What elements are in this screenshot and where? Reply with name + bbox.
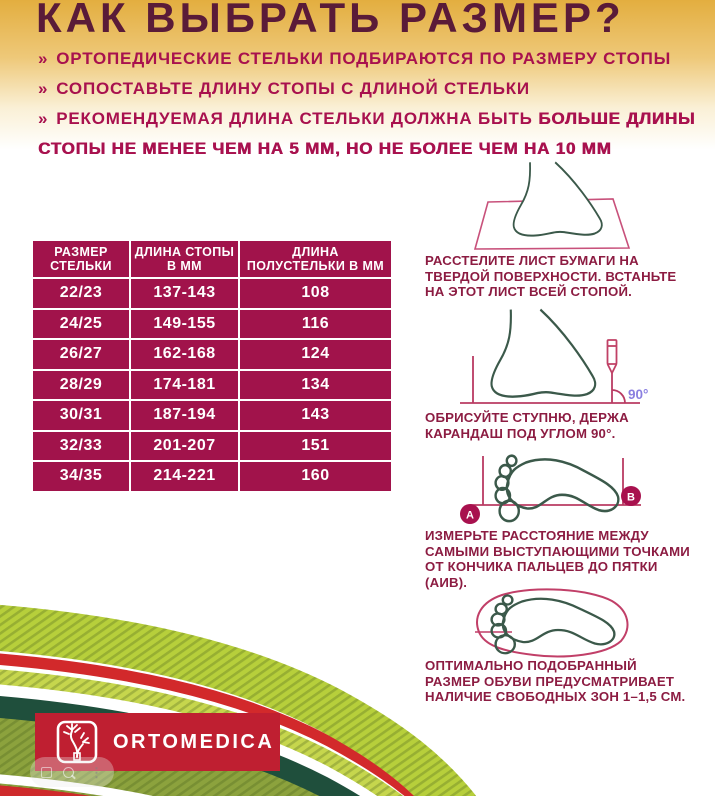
table-cell: 34/35 xyxy=(33,461,130,491)
table-row xyxy=(33,309,391,340)
table-cell: 28/29 xyxy=(33,370,130,401)
copy-icon[interactable] xyxy=(41,767,52,778)
foot-tracing-pencil-icon xyxy=(432,300,667,406)
table-cell: 30/31 xyxy=(33,400,130,431)
bullet-line xyxy=(38,104,698,134)
table-cell: 26/27 xyxy=(33,339,130,370)
step-text: ОПТИМАЛЬНО ПОДОБРАННЫЙ РАЗМЕР ОБУВИ ПРЕДУСМАТРИВАЕТ НАЛИЧИЕ СВОБОДНЫХ ЗОН 1–1,5 СМ. xyxy=(425,658,686,705)
table-cell: 108 xyxy=(239,278,391,309)
step-text: ИЗМЕРЬТЕ РАССТОЯНИЕ МЕЖДУ САМЫМИ ВЫСТУПАЮЩИМИ ТОЧКАМИ ОТ КОНЧИКА ПАЛЬЦЕВ ДО ПЯТКИ (АИВ). xyxy=(425,528,690,590)
table-cell: 24/25 xyxy=(33,309,130,340)
step-text: РАССТЕЛИТЕ ЛИСТ БУМАГИ НА ТВЕРДОЙ ПОВЕРХНОСТИ. ВСТАНЬТЕ НА ЭТОТ ЛИСТ ВСЕЙ СТОПОЙ. xyxy=(425,253,677,300)
table-cell: 151 xyxy=(239,431,391,462)
size-col-header: ДЛИНА СТОПЫ В ММ xyxy=(130,241,239,278)
table-cell: 137-143 xyxy=(130,278,239,309)
table-cell: 22/23 xyxy=(33,278,130,309)
table-cell: 116 xyxy=(239,309,391,340)
size-table xyxy=(33,241,391,491)
pencil-icon xyxy=(608,340,617,373)
bullet-text: СОПОСТАВЬТЕ ДЛИНУ СТОПЫ С ДЛИНОЙ СТЕЛЬКИ xyxy=(56,79,530,98)
table-row xyxy=(33,278,391,309)
table-cell: 143 xyxy=(239,400,391,431)
bullet-text: ОРТОПЕДИЧЕСКИЕ СТЕЛЬКИ ПОДБИРАЮТСЯ ПО РАЗМЕРУ СТОПЫ xyxy=(56,49,672,68)
kebab-menu-icon[interactable]: ⋮ xyxy=(90,764,103,780)
footprint-measure-ab-icon xyxy=(445,450,645,530)
table-row xyxy=(33,370,391,401)
table-cell: 149-155 xyxy=(130,309,239,340)
table-cell: 187-194 xyxy=(130,400,239,431)
bullet-text: РЕКОМЕНДУЕМАЯ ДЛИНА СТЕЛЬКИ ДОЛЖНА БЫТЬ xyxy=(56,109,539,128)
step-text: ОБРИСУЙТЕ СТУПНЮ, ДЕРЖА КАРАНДАШ ПОД УГЛОМ 90°. xyxy=(425,410,629,441)
bullet-marker: » xyxy=(38,49,49,68)
point-a-marker xyxy=(460,504,480,524)
table-cell: 162-168 xyxy=(130,339,239,370)
bullet-text-bold: СТОПЫ НЕ МЕНЕЕ ЧЕМ НА 5 ММ, НО НЕ БОЛЕЕ ЧЕМ НА 10 ММ xyxy=(38,139,612,158)
page-title: КАК ВЫБРАТЬ РАЗМЕР? xyxy=(36,0,625,41)
foot-on-paper-icon xyxy=(435,158,665,250)
table-cell: 201-207 xyxy=(130,431,239,462)
table-row xyxy=(33,431,391,462)
angle-label: 90° xyxy=(628,387,649,402)
bullet-text-bold: БОЛЬШЕ ДЛИНЫ xyxy=(538,109,696,128)
table-cell: 214-221 xyxy=(130,461,239,491)
table-cell: 124 xyxy=(239,339,391,370)
size-col-header: РАЗМЕР СТЕЛЬКИ xyxy=(33,241,130,278)
image-hover-toolbar[interactable] xyxy=(30,757,114,787)
magnifier-icon[interactable] xyxy=(63,767,74,778)
bullet-line xyxy=(38,74,698,104)
bullet-marker: » xyxy=(38,79,49,98)
table-cell: 32/33 xyxy=(33,431,130,462)
intro-bullet-list xyxy=(38,44,698,164)
table-row xyxy=(33,400,391,431)
table-cell: 134 xyxy=(239,370,391,401)
size-table-header-row xyxy=(33,241,391,278)
point-b-label: В xyxy=(627,491,635,504)
bullet-line xyxy=(38,44,698,74)
brand-name: ORTOMEDICA xyxy=(113,730,275,753)
point-a-label: А xyxy=(466,509,474,522)
table-row xyxy=(33,339,391,370)
table-cell: 160 xyxy=(239,461,391,491)
table-cell: 174-181 xyxy=(130,370,239,401)
bullet-marker: » xyxy=(38,109,49,128)
table-row xyxy=(33,461,391,491)
point-b-marker xyxy=(621,486,641,506)
size-col-header: ДЛИНА ПОЛУСТЕЛЬКИ В ММ xyxy=(239,241,391,278)
